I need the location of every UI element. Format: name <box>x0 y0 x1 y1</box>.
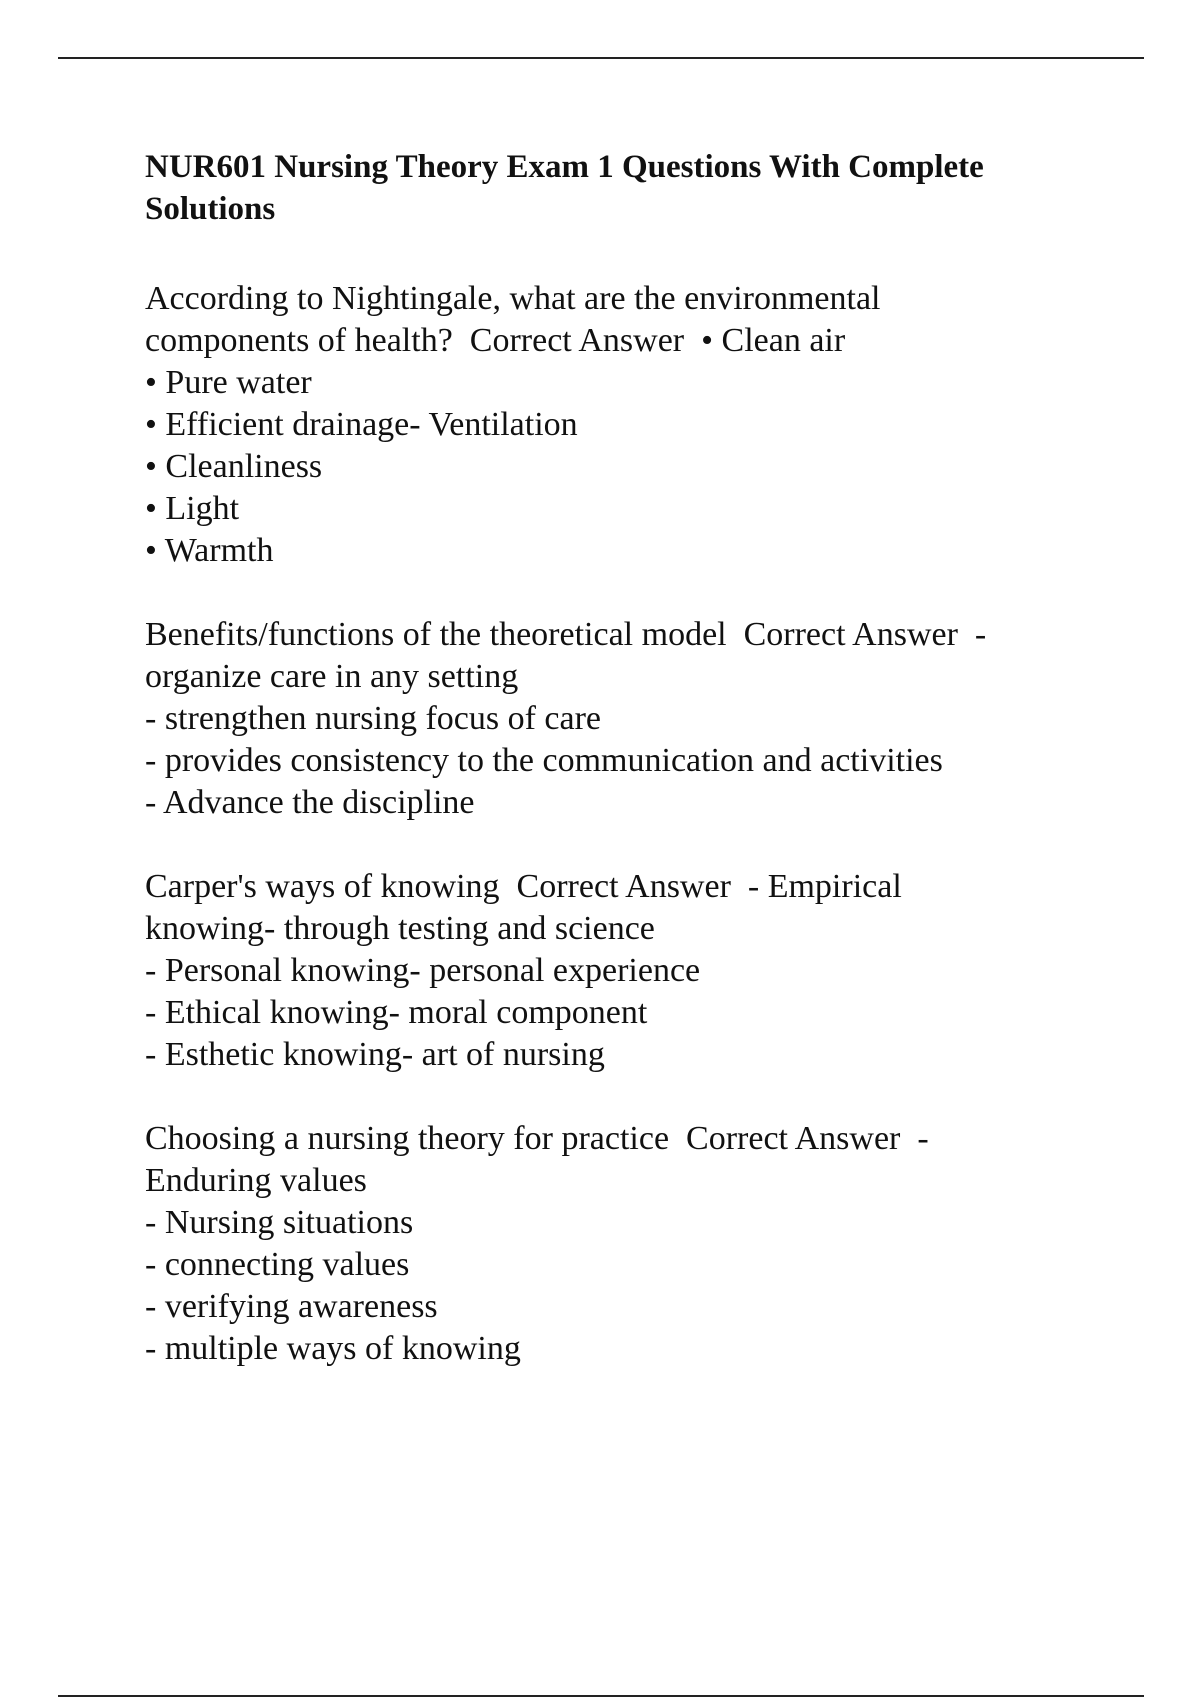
qa-line: - Ethical knowing- moral component <box>145 994 648 1031</box>
qa-line: • Pure water <box>145 364 312 401</box>
qa-line: - Nursing situations <box>145 1204 414 1241</box>
document-title: NUR601 Nursing Theory Exam 1 Questions With Complete Solutions <box>145 149 984 227</box>
qa-block-carper <box>145 866 1085 1076</box>
qa-line: Choosing a nursing theory for practice Correct Answer - <box>145 1120 929 1157</box>
qa-line: - provides consistency to the communication and activities <box>145 742 943 779</box>
qa-line: - connecting values <box>145 1246 410 1283</box>
qa-line: Carper's ways of knowing Correct Answer - Empirical <box>145 868 902 905</box>
qa-line: Enduring values <box>145 1162 367 1199</box>
qa-line: - multiple ways of knowing <box>145 1330 521 1367</box>
qa-line: • Efficient drainage- Ventilation <box>145 406 578 443</box>
qa-line: - Esthetic knowing- art of nursing <box>145 1036 605 1073</box>
qa-line: Benefits/functions of the theoretical model Correct Answer - <box>145 616 987 653</box>
qa-line: According to Nightingale, what are the environmental <box>145 280 881 317</box>
qa-line: • Cleanliness <box>145 448 323 485</box>
qa-block-theoretical-model <box>145 614 1085 824</box>
qa-block-choosing-theory <box>145 1118 1085 1370</box>
qa-line: • Light <box>145 490 240 527</box>
qa-line: - strengthen nursing focus of care <box>145 700 602 737</box>
qa-line: - verifying awareness <box>145 1288 438 1325</box>
qa-line: knowing- through testing and science <box>145 910 655 947</box>
qa-line: - Personal knowing- personal experience <box>145 952 701 989</box>
qa-line: organize care in any setting <box>145 658 519 695</box>
qa-line: components of health? Correct Answer • Clean air <box>145 322 846 359</box>
bottom-rule <box>58 1695 1144 1697</box>
qa-line: • Warmth <box>145 532 274 569</box>
qa-line: - Advance the discipline <box>145 784 475 821</box>
document-body <box>145 146 1085 1412</box>
qa-block-nightingale <box>145 278 1085 572</box>
top-rule <box>58 57 1144 59</box>
